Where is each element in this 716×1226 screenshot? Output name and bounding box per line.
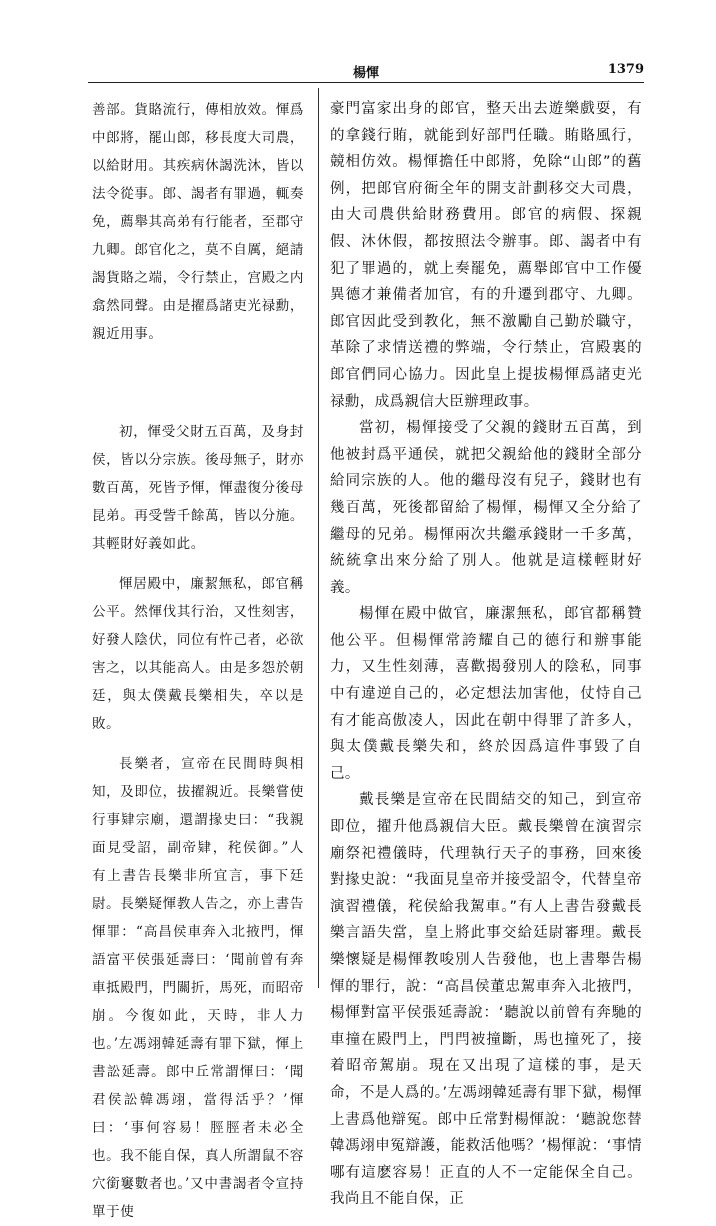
page-header [88,62,644,82]
original-paragraph-2: 初，惲受父財五百萬，及身封侯，皆以分宗族。後母無子，財亦數百萬，死皆予惲，惲盡復分後母昆弟。再受訾千餘萬，皆以分施。其輕財好義如此。 [92,424,304,552]
page-number: 1379 [607,62,644,77]
original-paragraph-1: 善部。貨賂流行，傳相放效。惲爲中郎將，罷山郎，移長度大司農，以給財用。其疾病休謁洗沐，皆以法令從事。郎、謁者有罪過，輒奏免，薦舉其高弟有行能者，至郡守九卿。郎官化之，莫不自厲，絕請謁貨賂之端，令行禁止，宫殿之内翕然同聲。由是擢爲諸吏光禄勳，親近用事。 [92,102,304,342]
translation-paragraph-4: 戴長樂是宣帝在民間結交的知己，到宣帝即位，擢升他爲親信大臣。戴長樂曾在演習宗廟祭祀禮儀時，代理執行天子的事務，回來後對掾史說：“我面見皇帝并接受詔令，代替皇帝演習禮儀，秺侯給我駕車。”有人上書告發戴長樂言語失當，皇上將此事交給廷尉審理。戴長樂懷疑是楊惲教唆別人告發他，也上書舉告楊惲的罪行，說：“高昌侯董忠駕車奔入北掖門，楊惲對富平侯張延壽說：‘聽說以前曾有奔馳的車撞在殿門上，門閂被撞斷，馬也撞死了，接着昭帝駕崩。現在又出現了這樣的事，是天命，不是人爲的。’左馮翊韓延壽有罪下獄，楊惲上書爲他辯冤。郎中丘常對楊惲說：‘聽說您替韓馮翊申冤辯護，能救活他嗎？’楊惲說：‘事情哪有這麽容易！正直的人不一定能保全自己。我尚且不能自保，正 [330,792,642,1208]
translation-column [330,96,642,1213]
translation-paragraph-3: 楊惲在殿中做官，廉潔無私，郎官都稱贊他公平。但楊惲常誇耀自己的德行和辦事能力，又生性刻薄，喜歡揭發別人的陰私，同事中有違逆自己的，必定想法加害他，仗恃自己有才能高傲凌人，因此在朝中得罪了許多人，與太僕戴長樂失和，終於因爲這件事毀了自己。 [330,606,642,782]
original-paragraph-4: 長樂者，宣帝在民間時與相知，及即位，拔擢親近。長樂嘗使行事肄宗廟，還謂掾史曰：“我親面見受詔，副帝肄，秺侯御。”人有上書告長樂非所宜言，事下廷尉。長樂疑惲教人告之，亦上書告惲罪：“高昌侯車奔入北掖門，惲語富平侯張延壽曰：‘聞前曾有奔車抵殿門，門關折，馬死，而昭帝崩。今復如此，天時，非人力也。’左馮翊韓延壽有罪下獄，惲上書訟延壽。郎中丘常謂惲曰：‘聞君侯訟韓馮翊，當得活乎？’惲曰：‘事何容易！脛脛者未必全也。我不能自保，真人所謂鼠不容穴銜窶數者也。’又中書謁者令宣持單于使 [92,756,304,1220]
original-paragraph-3: 惲居殿中，廉絜無私，郎官稱公平。然惲伐其行治，又性刻害，好發人陰伏，同位有忤己者，必欲害之，以其能高人。由是多怨於朝廷，與太僕戴長樂相失，卒以是敗。 [92,576,304,732]
translation-paragraph-2: 當初，楊惲接受了父親的錢財五百萬，到他被封爲平通侯，就把父親給他的錢財全部分給同宗族的人。他的繼母沒有兒子，錢財也有幾百萬，死後都留給了楊惲，楊惲又全分給了繼母的兄弟。楊惲兩次共繼承錢財一千多萬，統統拿出來分給了別人。他就是這樣輕財好義。 [330,420,642,596]
translation-paragraph-1: 豪門富家出身的郎官，整天出去遊樂戲耍，有的拿錢行賄，就能到好部門任職。賄賂風行，競相仿效。楊惲擔任中郎將，免除“山郎”的舊例，把郎官府衙全年的開支計劃移交大司農，由大司農供給財務費用。郎官的病假、探親假、沐休假，都按照法令辦事。郎、謁者中有犯了罪過的，就上奏罷免，薦舉郎官中工作優異德才兼備者加官，有的升遷到郡守、九卿。郎官因此受到教化，無不激勵自己勤於職守，革除了求情送禮的弊端，令行禁止，宫殿裏的郎官們同心協力。因此皇上提拔楊惲爲諸吏光禄勳，成爲親信大臣辦理政事。 [330,101,642,410]
column-divider [318,88,319,988]
header-rule [88,82,644,83]
original-text-column [92,96,304,1226]
running-title: 楊惲 [352,66,379,81]
